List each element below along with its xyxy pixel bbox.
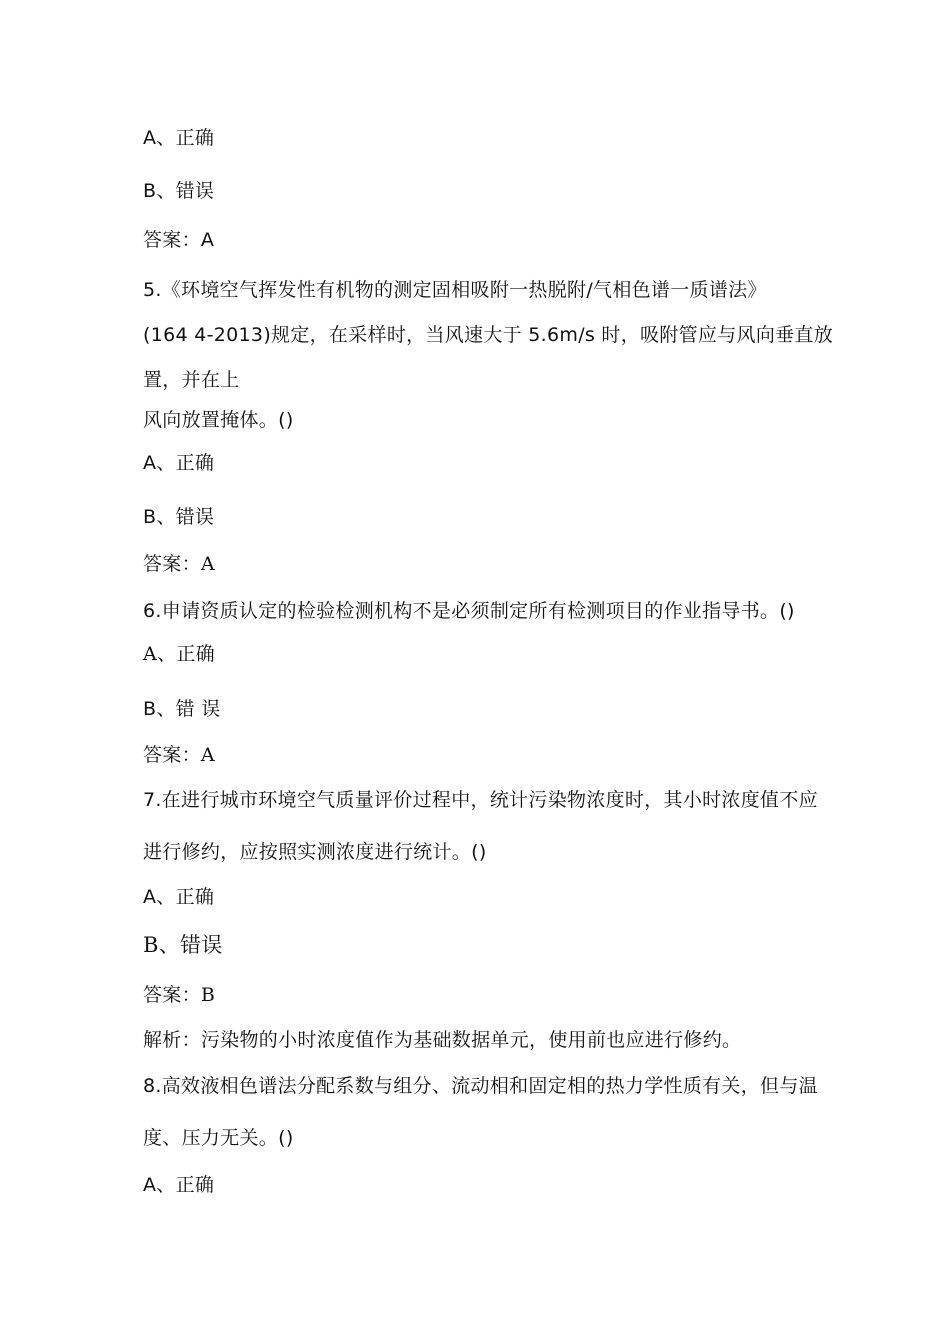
q6-text-line-1: 6.申请资质认定的检验检测机构不是必须制定所有检测项目的作业指导书。() [143, 600, 795, 622]
q7-text-line-1: 7.在进行城市环境空气质量评价过程中，统计污染物浓度时，其小时浓度值不应 [143, 789, 818, 811]
q8-text-line-2: 度、压力无关。() [143, 1127, 294, 1149]
q5-option-a: A、正确 [143, 452, 215, 474]
q4-option-a: A、正确 [143, 127, 215, 149]
q5-text-line-2: (164 4-2013)规定，在采样时，当风速大于 5.6m/s 时，吸附管应与风向垂直放 [143, 324, 834, 346]
q5-option-b: B、错误 [143, 506, 215, 528]
q5-text-line-1: 5.《环境空气挥发性有机物的测定固相吸附一热脱附/气相色谱一质谱法》 [143, 279, 767, 301]
q6-option-b: B、错 误 [143, 698, 221, 720]
q8-option-a: A、正确 [143, 1174, 215, 1196]
q5-text-line-4: 风向放置掩体。() [143, 409, 294, 431]
q7-answer: 答案：B [143, 984, 216, 1006]
q7-explanation: 解析：污染物的小时浓度值作为基础数据单元，使用前也应进行修约。 [143, 1029, 742, 1051]
q7-option-b: B、错误 [143, 933, 223, 957]
q7-option-a: A、正确 [143, 886, 215, 908]
q8-text-line-1: 8.高效液相色谱法分配系数与组分、流动相和固定相的热力学性质有关，但与温 [143, 1075, 818, 1097]
q5-text-line-3: 置，并在上 [143, 369, 240, 391]
q6-option-a: A、正确 [143, 643, 215, 665]
q4-answer: 答案：A [143, 229, 215, 251]
q6-answer: 答案：A [143, 744, 215, 766]
q5-answer: 答案：A [143, 553, 215, 575]
q4-option-b: B、错误 [143, 180, 215, 202]
q7-text-line-2: 进行修约，应按照实测浓度进行统计。() [143, 841, 487, 863]
